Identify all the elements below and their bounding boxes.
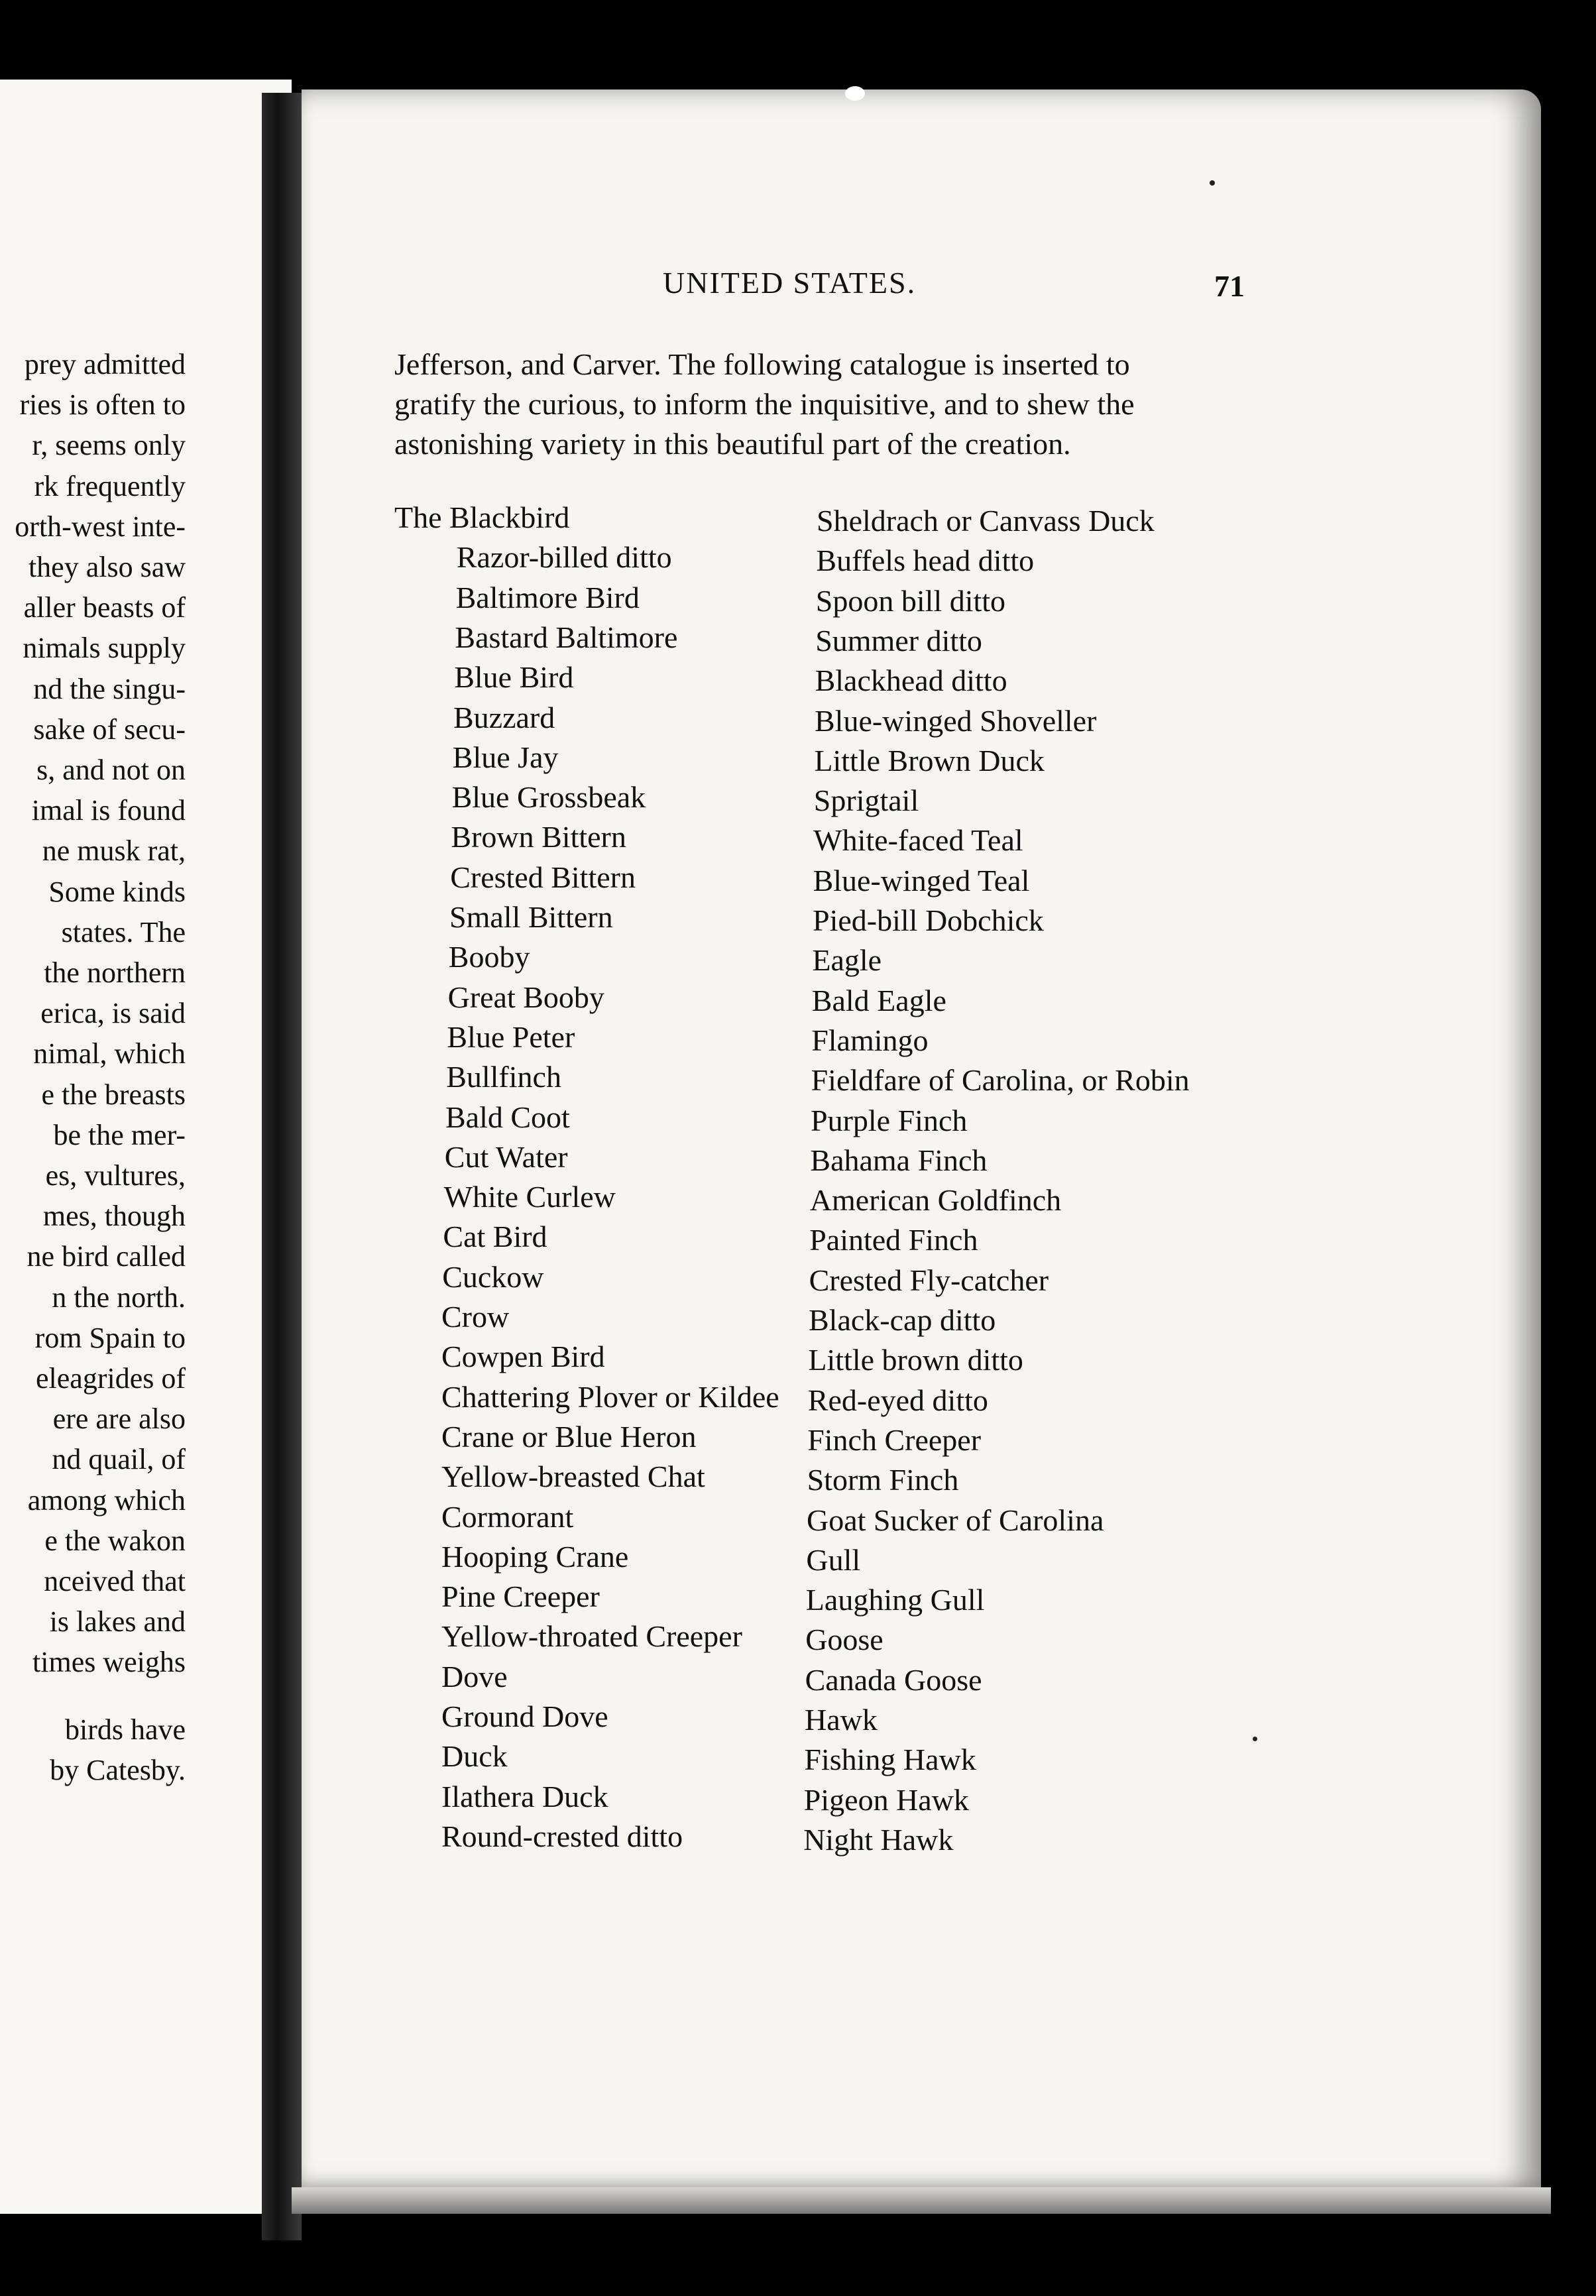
intro-line: gratify the curious, to inform the inquisitive, and to shew the — [394, 387, 1135, 421]
running-title: UNITED STATES. — [663, 266, 917, 300]
left-page-line: eleagrides of — [36, 1362, 186, 1395]
bird-entry-left: Bastard Baltimore — [455, 620, 678, 654]
intro-line: astonishing variety in this beautiful part of the creation. — [394, 427, 1071, 461]
bird-entry-right: Gull — [806, 1542, 861, 1577]
bird-entry-left: White Curlew — [443, 1180, 616, 1214]
left-page-line: Some kinds — [48, 875, 186, 908]
bird-entry-right: Little Brown Duck — [814, 743, 1045, 777]
left-page-line: ries is often to — [19, 388, 186, 422]
ink-speck — [1253, 1737, 1257, 1741]
bird-entry-right: Canada Goose — [805, 1662, 982, 1697]
left-page-line: aller beasts of — [23, 591, 186, 624]
bird-entry-left: Round-crested ditto — [441, 1819, 683, 1853]
bird-entry-right: Painted Finch — [809, 1223, 978, 1257]
bird-entry-right: Flamingo — [811, 1023, 929, 1057]
left-page-line: prey admitted — [24, 348, 186, 380]
bird-entry-right: Purple Finch — [811, 1103, 968, 1137]
bird-entry-left: Buzzard — [453, 700, 555, 734]
bird-entry-left: Blue Peter — [447, 1019, 575, 1054]
bird-entry-left: Baltimore Bird — [455, 580, 640, 614]
left-page-line: states. The — [61, 915, 186, 948]
left-page-line: mes, though — [42, 1200, 186, 1233]
bird-entry-left: Hooping Crane — [441, 1539, 629, 1574]
bird-entry-right: Summer ditto — [815, 623, 982, 658]
bird-entry-left: Great Booby — [447, 980, 604, 1014]
bird-entry-right: Fieldfare of Carolina, or Robin — [811, 1063, 1190, 1098]
bird-entry-left: Ground Dove — [441, 1699, 608, 1733]
left-page-line: n the north. — [52, 1281, 186, 1314]
left-page-line: the northern — [44, 956, 186, 989]
left-page-line: be the mer- — [53, 1118, 186, 1151]
bird-entry-right: Black-cap ditto — [809, 1303, 996, 1337]
bird-entry-left: Blue Bird — [454, 660, 574, 695]
left-page-line: e the breasts — [41, 1078, 186, 1111]
bird-entry-right: Bahama Finch — [810, 1143, 988, 1177]
bird-entry-left: Bald Coot — [445, 1100, 570, 1134]
bird-entry-left: Blue Jay — [452, 740, 559, 774]
book-spine — [262, 93, 302, 2240]
bird-entry-right: Sheldrach or Canvass Duck — [817, 504, 1155, 538]
left-page-line: ne bird called — [27, 1240, 186, 1273]
bird-entry-right: Laughing Gull — [805, 1583, 985, 1617]
bird-entry-right: Buffels head ditto — [816, 544, 1035, 578]
bird-entry-left: Cowpen Bird — [441, 1340, 605, 1374]
left-page-line: among which — [27, 1483, 186, 1517]
page-edge-shadow — [292, 2187, 1551, 2214]
bird-entry-left: Razor-billed ditto — [456, 540, 672, 575]
left-page-line: times weighs — [32, 1646, 186, 1679]
bird-entry-left: Cut Water — [444, 1139, 568, 1174]
left-page-line: nd the singu- — [33, 672, 186, 705]
bird-entry-right: Blue-winged Teal — [813, 863, 1030, 897]
left-page-line: rom Spain to — [34, 1321, 186, 1354]
bird-entry-right: Eagle — [812, 943, 882, 978]
bird-entry-right: Fishing Hawk — [804, 1743, 976, 1777]
bird-entry-right: Red-eyed ditto — [807, 1383, 988, 1417]
bird-entry-left: Yellow-breasted Chat — [441, 1460, 705, 1494]
left-page-line: nd quail, of — [52, 1443, 186, 1476]
bird-entry-right: Pied-bill Dobchick — [813, 903, 1044, 937]
bird-entry-left: Dove — [441, 1659, 508, 1693]
bird-entry-left: Blue Grossbeak — [451, 780, 646, 815]
left-page-line: nimal, which — [33, 1037, 186, 1070]
bird-entry-left: Crow — [441, 1300, 510, 1334]
left-page-line: nceived that — [44, 1565, 186, 1597]
bird-entry-right: Pigeon Hawk — [803, 1782, 969, 1817]
left-page-line: ere are also — [52, 1403, 186, 1436]
bird-entry-right: Blackhead ditto — [815, 663, 1007, 698]
bird-entry-left: Crested Bittern — [450, 860, 636, 894]
left-page-line: es, vultures, — [45, 1159, 186, 1192]
bird-entry-right: White-faced Teal — [813, 823, 1023, 858]
bird-entry-right: Bald Eagle — [811, 983, 946, 1017]
left-page-line: s, and not on — [36, 754, 186, 786]
left-page-line: is lakes and — [49, 1605, 186, 1638]
left-page-line: imal is found — [31, 794, 186, 827]
bird-entry-left: Chattering Plover or Kildee — [441, 1379, 779, 1414]
ink-speck — [1210, 180, 1215, 186]
bird-entry-right: Hawk — [805, 1703, 878, 1737]
left-page-line: orth-west inte- — [15, 510, 186, 543]
bird-entry-left: Crane or Blue Heron — [441, 1419, 697, 1454]
bird-entry-right: Sprigtail — [813, 783, 919, 818]
left-page-line: nimals supply — [23, 632, 186, 665]
ink-speck — [845, 86, 865, 101]
bird-entry-right: Blue-winged Shoveller — [815, 703, 1097, 738]
bird-entry-right: Spoon bill ditto — [815, 583, 1006, 618]
bird-entry-left: Cat Bird — [443, 1220, 547, 1254]
bird-entry-right: Goose — [805, 1623, 883, 1657]
left-page-line: sake of secu- — [33, 713, 186, 746]
left-page-line: by Catesby. — [50, 1753, 186, 1786]
intro-line: Jefferson, and Carver. The following catalogue is inserted to — [394, 347, 1130, 381]
left-page-line: r, seems only — [32, 429, 186, 462]
bird-entry-left: Bullfinch — [446, 1060, 561, 1094]
bird-entry-right: Crested Fly-catcher — [809, 1263, 1049, 1297]
left-page-line: ne musk rat, — [42, 834, 186, 868]
left-page-line: e the wakon — [44, 1524, 186, 1557]
bird-entry-left: Brown Bittern — [451, 820, 626, 854]
bird-entry-left: Duck — [441, 1739, 508, 1774]
bird-entry-right: Goat Sucker of Carolina — [807, 1503, 1104, 1537]
bird-entry-right: Night Hawk — [803, 1822, 954, 1857]
left-page-line: erica, is said — [40, 997, 186, 1030]
bird-entry-left: The Blackbird — [394, 500, 570, 534]
bird-entry-right: Finch Creeper — [807, 1422, 982, 1457]
left-page-line: they also saw — [28, 551, 186, 583]
page-number: 71 — [1214, 269, 1245, 303]
bird-entry-left: Cormorant — [441, 1499, 574, 1534]
bird-entry-left: Yellow-throated Creeper — [441, 1619, 742, 1654]
bird-entry-left: Pine Creeper — [441, 1579, 600, 1614]
bird-entry-right: Storm Finch — [807, 1463, 959, 1497]
left-page-line: rk frequently — [34, 469, 186, 502]
left-page-line: birds have — [64, 1713, 186, 1746]
bird-entry-right: American Goldfinch — [809, 1183, 1062, 1218]
bird-entry-left: Small Bittern — [449, 900, 613, 934]
bird-entry-left: Booby — [448, 940, 530, 974]
bird-entry-left: Ilathera Duck — [441, 1779, 608, 1813]
bird-entry-left: Cuckow — [442, 1259, 544, 1294]
bird-entry-right: Little brown ditto — [808, 1343, 1023, 1377]
